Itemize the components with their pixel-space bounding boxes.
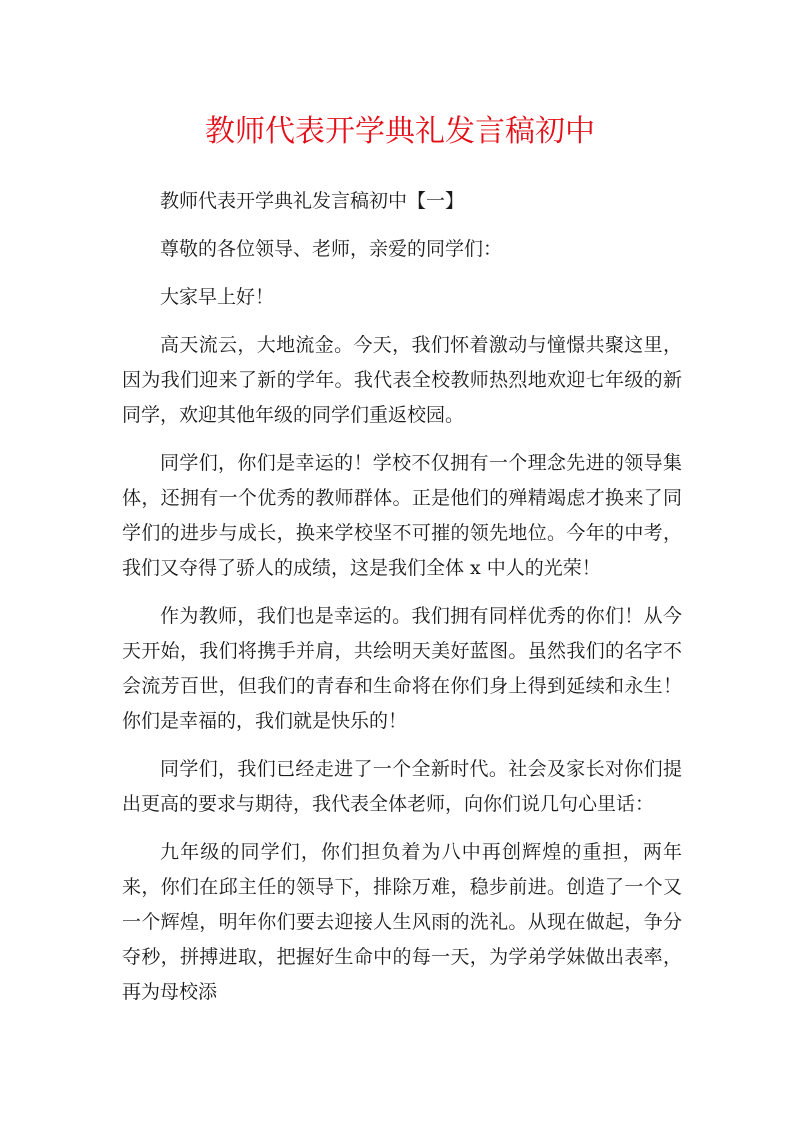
paragraph-body: 九年级的同学们，你们担负着为八中再创辉煌的重担，两年来，你们在邱主任的领导下，排除万难，稳步前进。创造了一个又一个辉煌，明年你们要去迎接人生风雨的洗礼。从现在做起，争分夺秒，拼搏进取，把握好生命中的每一天，为学弟学妹做出表率，再为母校添 [122,841,682,1003]
document-title: 教师代表开学典礼发言稿初中 [205,114,595,149]
document-body [122,184,682,1023]
paragraph-heading: 教师代表开学典礼发言稿初中【一】 [160,190,465,212]
paragraph-body: 同学们，你们是幸运的！学校不仅拥有一个理念先进的领导集体，还拥有一个优秀的教师群体。正是他们的殚精竭虑才换来了同学们的进步与成长，换来学校坚不可摧的领先地位。今年的中考，我们又夺得了骄人的成绩，这是我们全体 x 中人的光荣！ [122,452,682,579]
paragraph-body: 高天流云，大地流金。今天，我们怀着激动与憧憬共聚这里，因为我们迎来了新的学年。我代表全校教师热烈地欢迎七年级的新同学，欢迎其他年级的同学们重返校园。 [122,334,682,426]
paragraph-body: 作为教师，我们也是幸运的。我们拥有同样优秀的你们！从今天开始，我们将携手并肩，共绘明天美好蓝图。虽然我们的名字不会流芳百世，但我们的青春和生命将在你们身上得到延续和永生！你们是幸福的，我们就是快乐的！ [122,605,682,732]
paragraph-body: 同学们，我们已经走进了一个全新时代。社会及家长对你们提出更高的要求与期待，我代表全体老师，向你们说几句心里话： [122,758,682,815]
paragraph-salutation: 尊敬的各位领导、老师，亲爱的同学们： [160,238,503,260]
paragraph-greeting: 大家早上好！ [160,286,275,308]
